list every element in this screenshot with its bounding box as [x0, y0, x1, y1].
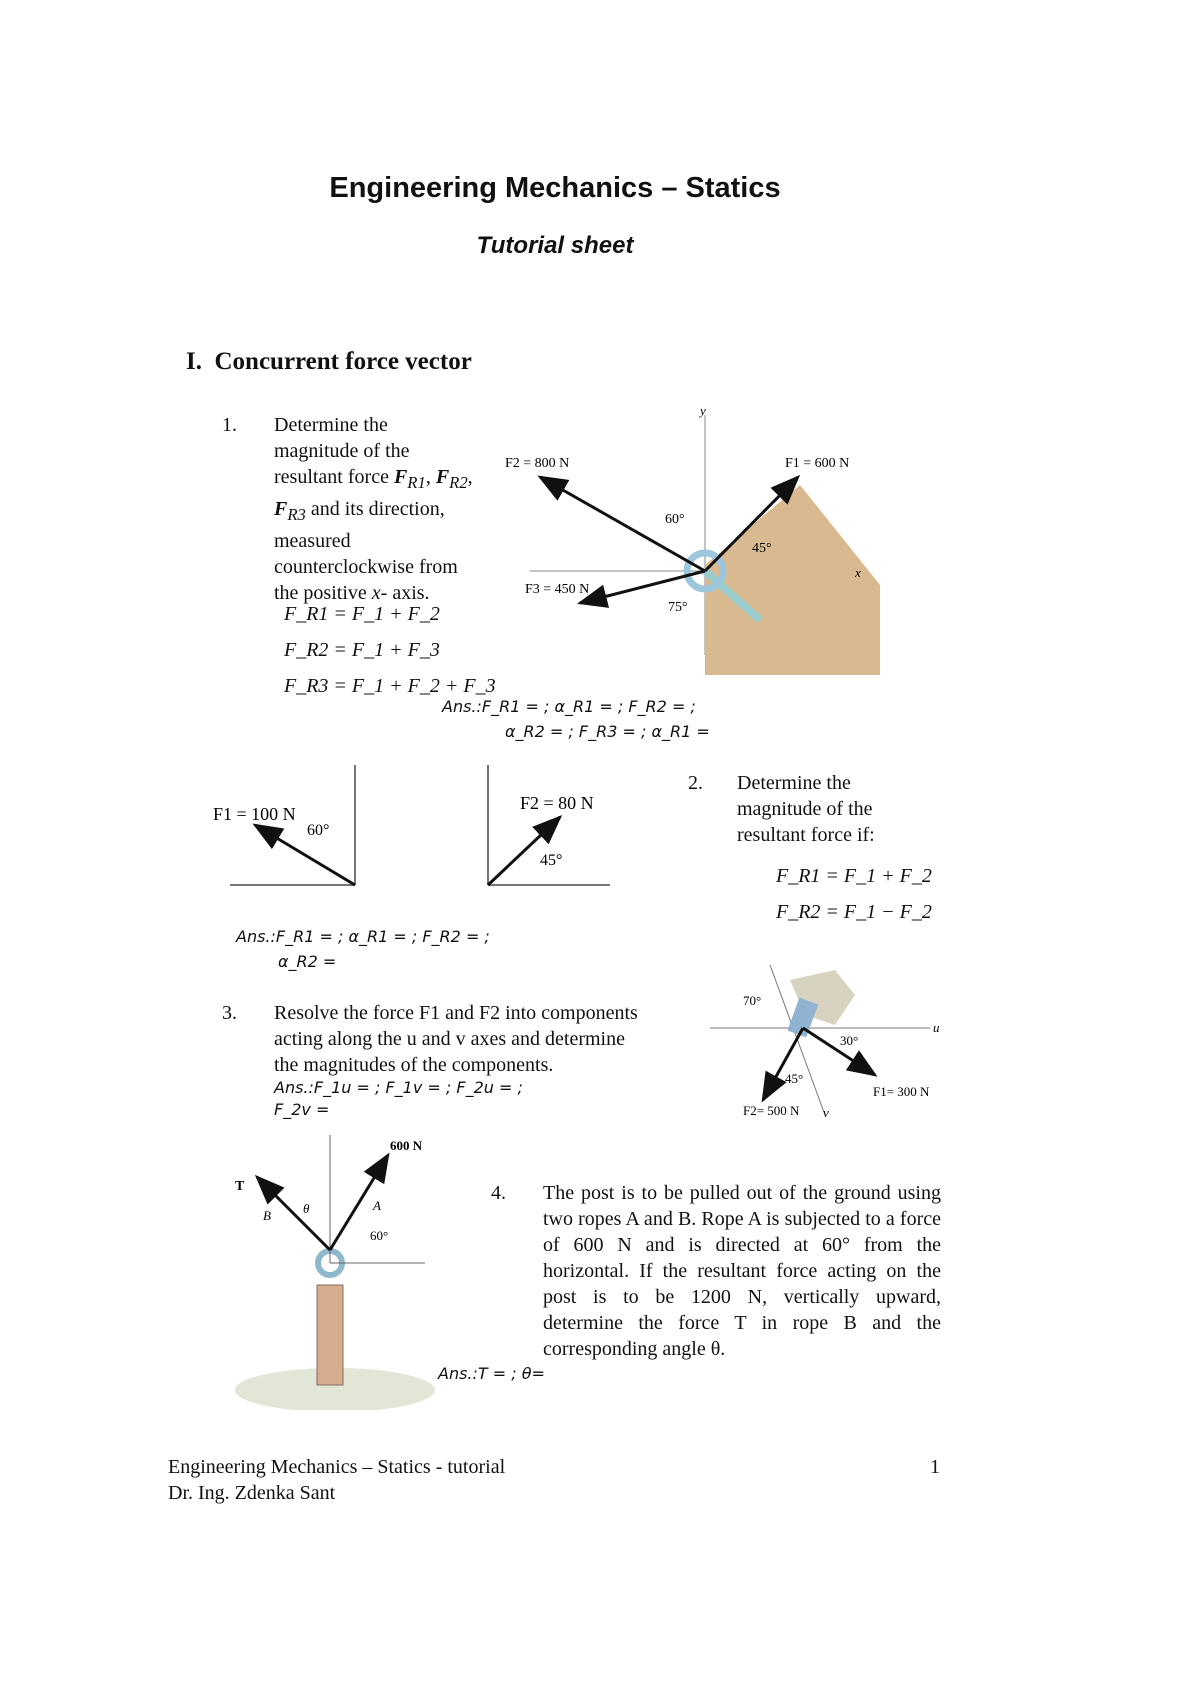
force-f3-arrow — [580, 571, 705, 603]
problem-3-figure — [705, 965, 950, 1125]
footer-author: Dr. Ing. Zdenka Sant — [168, 1482, 336, 1504]
svg-text:A: A — [373, 1198, 381, 1213]
problem-1-answer-2: α_R2 = ; F_R3 = ; α_R1 = — [505, 722, 710, 741]
f1-label: F1 = 600 N — [785, 456, 850, 471]
page-subtitle: Tutorial sheet — [476, 232, 634, 259]
problem-2-figure — [205, 765, 625, 895]
f2-label: F2= 500 N — [743, 1103, 800, 1118]
angle-60: 60° — [665, 512, 685, 527]
svg-text:45°: 45° — [785, 1071, 804, 1086]
svg-text:70°: 70° — [743, 993, 762, 1008]
svg-text:30°: 30° — [840, 1033, 859, 1048]
f1-label: F1= 300 N — [873, 1084, 930, 1099]
problem-2-number: 2. — [688, 772, 703, 794]
force-f1-arrow — [803, 1028, 875, 1075]
force-f2-arrow — [488, 817, 563, 885]
problem-1-text: Determine the magnitude of the resultant force $F_{R1}$, $F_{R2}$, $F_{R3}$ and its direction, measured counterclockwise from the positive x- axis. — [274, 414, 473, 604]
svg-text:600 N: 600 N — [390, 1138, 423, 1153]
problem-1-number: 1. — [222, 414, 237, 436]
svg-text:B: B — [263, 1208, 271, 1223]
f2-label: F2 = 80 N — [520, 793, 594, 813]
x-label: x — [855, 565, 861, 580]
svg-text:u: u — [933, 1020, 940, 1035]
page-number: 1 — [930, 1456, 940, 1478]
y-label: y — [700, 405, 706, 418]
problem-3-number: 3. — [222, 1002, 237, 1024]
svg-text:T: T — [235, 1179, 245, 1194]
f2-label: F2 = 800 N — [505, 456, 570, 471]
f3-label: F3 = 450 N — [525, 582, 590, 597]
problem-3-answer-2: F_2v = — [274, 1100, 330, 1119]
svg-text:θ: θ — [303, 1201, 310, 1216]
problem-3-text: Resolve the force F1 and F2 into components acting along the u and v axes and determine the magnitudes of the components. — [274, 1002, 638, 1076]
problem-1-answer: Ans.:F_R1 = ; α_R1 = ; F_R2 = ; — [442, 697, 696, 716]
problem-4-answer: Ans.:T = ; θ= — [438, 1364, 545, 1383]
problem-2-equations: F_R1 = F_1 + F_2 F_R2 = F_1 − F_2 — [776, 865, 932, 923]
page-title: Engineering Mechanics – Statics — [329, 172, 781, 204]
angle-60: 60° — [307, 822, 330, 839]
problem-4-figure — [235, 1135, 435, 1410]
wood-base-icon — [705, 485, 880, 675]
footer-title: Engineering Mechanics – Statics - tutorial — [168, 1456, 506, 1478]
f1-label: F1 = 100 N — [213, 804, 296, 824]
problem-1-figure — [500, 405, 880, 675]
angle-45: 45° — [752, 541, 772, 556]
problem-2-answer-2: α_R2 = — [278, 952, 337, 971]
svg-text:v: v — [823, 1105, 829, 1120]
force-f2-arrow — [763, 1028, 803, 1100]
problem-2-answer: Ans.:F_R1 = ; α_R1 = ; F_R2 = ; — [236, 927, 490, 946]
problem-1-equations: F_R1 = F_1 + F_2 F_R2 = F_1 + F_3 F_R3 = F_1 + F_2 + F_3 — [284, 603, 496, 697]
angle-45: 45° — [540, 852, 563, 869]
svg-text:60°: 60° — [370, 1228, 389, 1243]
problem-4-number: 4. — [491, 1182, 506, 1204]
angle-75: 75° — [668, 600, 688, 615]
problem-4-text: The post is to be pulled out of the ground using two ropes A and B. Rope A is subjected to a force of 600 N and is directed at 60° from the horizontal. If the resultant force acting on the post is to be 1200 N, vertically upward, determine the force T in rope B and the corresponding angle θ. — [543, 1182, 941, 1360]
problem-2-text: Determine the magnitude of the resultant force if: — [737, 772, 875, 846]
problem-3-answer: Ans.:F_1u = ; F_1v = ; F_2u = ; — [274, 1078, 523, 1097]
post-icon — [317, 1285, 343, 1385]
section-heading: I. Concurrent force vector — [186, 348, 472, 375]
force-f1-arrow — [255, 825, 355, 885]
